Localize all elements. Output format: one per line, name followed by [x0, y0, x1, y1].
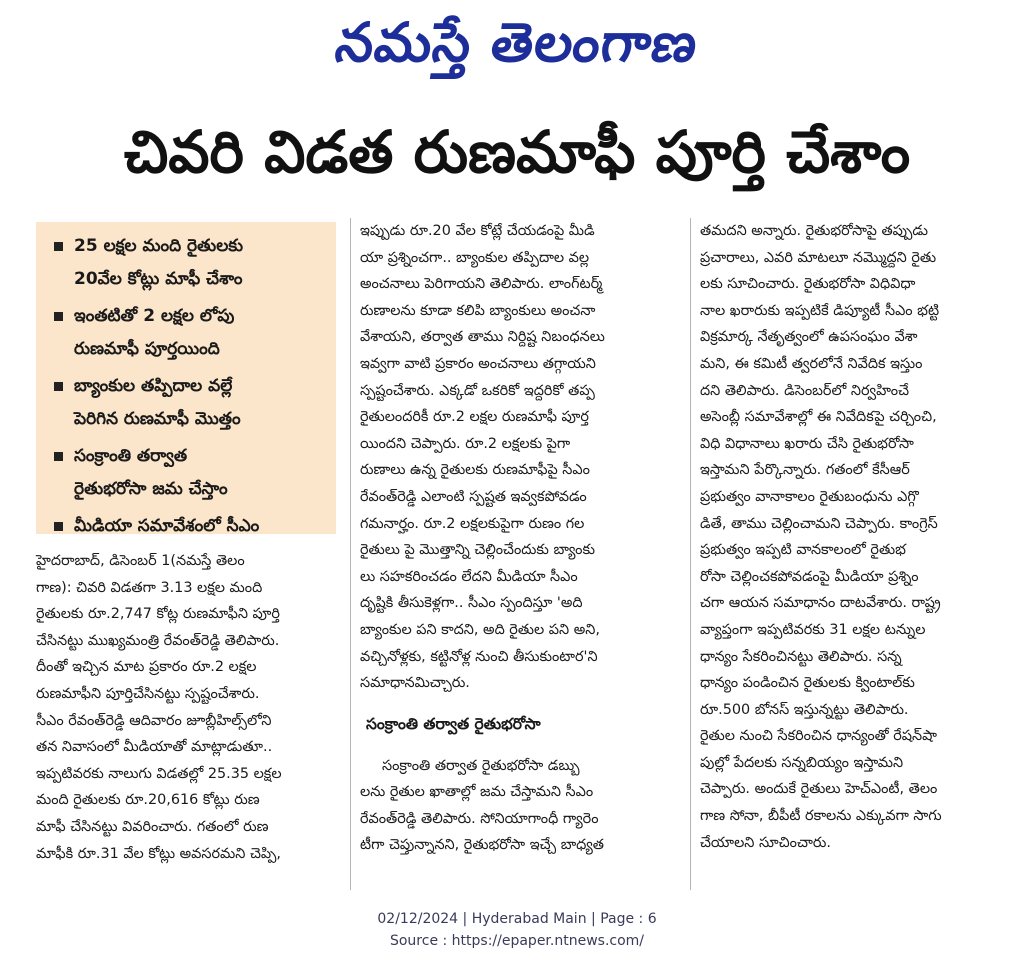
text-line: వ్యాప్తంగా ఇప్పటివరకు 31 లక్షల టన్నుల [700, 621, 926, 638]
text-line: రూ.500 బోనస్ ఇస్తున్నట్టు తెలిపారు. [700, 701, 909, 718]
highlight-line: 20వేల కోట్లు మాఫీ చేశాం [74, 269, 243, 289]
text-line: బ్యాంకుల పని కాదని, అది రైతుల పని అని, [360, 621, 600, 638]
highlight-line: రుణమాఫీ పూర్తయింది [74, 339, 220, 359]
text-line: రేవంత్‌రెడ్డి ఎలాంటి స్పష్టత ఇవ్వకపోవడం [360, 488, 587, 505]
text-line: ఇస్తామని పేర్కొన్నారు. గతంలో కేసీఆర్ [700, 462, 910, 479]
text-line: విధి విధానాలు ఖరారు చేసి రైతుభరోసా [700, 435, 914, 452]
text-line: పుల్లో పేదలకు సన్నబియ్యం ఇస్తామని [700, 754, 904, 771]
text-line: హైదరాబాద్, డిసెంబర్ 1(నమస్తే తెలం [36, 553, 245, 569]
footer-dateline: 02/12/2024 | Hyderabad Main | Page : 6 [377, 911, 657, 927]
text-line: లు సహకరించడం లేదని మీడియా సీఎం [360, 568, 578, 585]
text-line: రోసా చెల్లించకపోవడంపై మీడియా ప్రశ్నిం [700, 568, 919, 585]
square-bullet-icon [54, 382, 63, 391]
highlight-item [46, 440, 326, 506]
text-line: సీఎం రేవంత్‌రెడ్డి ఆదివారం జూబ్లీహిల్స్‌లోని [36, 712, 272, 729]
text-line: గమనార్హం. రూ.2 లక్షలకుపైగా రుణం గల [360, 515, 585, 532]
subheading: సంక్రాంతి తర్వాత రైతుభరోసా [366, 714, 541, 733]
square-bullet-icon [54, 312, 63, 321]
headline: చివరి విడత రుణమాఫీ పూర్తి చేశాం [123, 118, 911, 186]
square-bullet-icon [54, 452, 63, 461]
highlight-item [46, 370, 326, 436]
text-line: స్పష్టంచేశారు. ఎక్కడో ఒకరికో ఇద్దరికో తప్ప [360, 382, 595, 399]
highlight-line: పెరిగిన రుణమాఫీ మొత్తం [74, 409, 241, 429]
text-line: రుణాలు ఉన్న రైతులకు రుణమాఫీపై సీఎం [360, 462, 590, 479]
text-line: అసెంబ్లీ సమావేశాల్లో ఈ నివేదికపై చర్చించి, [700, 409, 937, 426]
text-line: అంచనాలు పెరిగాయని తెలిపారు. లాంగ్‌టర్మ్ [360, 276, 603, 293]
text-line: లను రైతుల ఖాతాల్లో జమ చేస్తామని సీఎం [360, 784, 594, 801]
text-line: చేసినట్టు ముఖ్యమంత్రి రేవంత్‌రెడ్డి తెలిపారు. [36, 632, 280, 649]
text-line: విక్రమార్క నేతృత్వంలో ఉపసంఘం వేశా [700, 329, 918, 346]
text-line: ఇవ్వగా వాటి ప్రకారం అంచనాలు తగ్గాయని [360, 355, 596, 372]
article-column-1 [36, 548, 341, 867]
text-line: రైతులు పై మొత్తాన్ని చెల్లించేందుకు బ్యాంకు [360, 542, 595, 559]
text-line: రుణమాఫీని పూర్తిచేసినట్టు స్పష్టంచేశారు. [36, 685, 260, 702]
text-line: యిందని చెప్పారు. రూ.2 లక్షలకు పైగా [360, 435, 571, 452]
text-line: ఇప్పటివరకు నాలుగు విడతల్లో 25.35 లక్షల [36, 765, 282, 782]
text-line: తమదని అన్నారు. రైతుభరోసాపై తప్పుడు [700, 223, 928, 239]
text-line: గాణ సోనా, బీపీటీ రకాలను ఎక్కువగా సాగు [700, 808, 942, 825]
text-line: టీగా చెప్తున్నానని, రైతుభరోసా ఇచ్చే బాధ్యత [360, 837, 604, 854]
highlight-line: సంక్రాంతి తర్వాత [74, 446, 188, 466]
text-line: ప్రభుత్వం వానాకాలం రైతుబంధును ఎగ్గొ [700, 488, 919, 505]
highlight-line: మీడియా సమావేశంలో సీఎం [74, 516, 260, 536]
text-line: రైతులకు రూ.2,747 కోట్ల రుణమాఫీని పూర్తి [36, 606, 280, 623]
text-line: వచ్చినోళ్లకు, కట్టినోళ్ల నుంచి తీసుకుంటార'ని [360, 648, 598, 665]
text-line: మాఫీకి రూ.31 వేల కోట్లు అవసరమని చెప్పి, [36, 845, 281, 862]
text-line: మంది రైతులకు రూ.20,616 కోట్లు రుణ [36, 792, 260, 809]
column-divider [350, 218, 351, 890]
text-line: గాణ): చివరి విడతగా 3.13 లక్షల మంది [36, 579, 263, 596]
article-column-3 [700, 218, 1000, 856]
text-line: ఇప్పుడు రూ.20 వేల కోట్లే చేయడంపై మీడి [360, 223, 595, 239]
text-line: లకు సూచించారు. రైతుభరోసా విధివిధా [700, 276, 916, 293]
text-line: సమాధానమిచ్చారు. [360, 675, 470, 692]
text-line: తన నివాసంలో మీడియాతో మాట్లాడుతూ.. [36, 739, 273, 756]
text-line: రుణాలను కూడా కలిపి బ్యాంకులు అంచనా [360, 302, 596, 319]
column-divider [690, 218, 691, 890]
text-line: రైతుల నుంచి సేకరించిన ధాన్యంతో రేషన్‌షా [700, 728, 937, 745]
text-line: మని, ఈ కమిటీ త్వరలోనే నివేదిక ఇస్తుం [700, 355, 923, 372]
text-line: చేయాలని సూచించారు. [700, 834, 831, 851]
text-line: రైతులందరికీ రూ.2 లక్షల రుణమాఫీ పూర్త [360, 409, 589, 426]
highlight-item [46, 510, 326, 543]
text-line: ధాన్యం పండించిన రైతులకు క్వింటాల్‌కు [700, 675, 915, 692]
highlight-line: రైతుభరోసా జమ చేస్తాం [74, 479, 228, 499]
square-bullet-icon [54, 522, 63, 531]
text-line: ప్రచారాలు, ఎవరి మాటలూ నమ్మొద్దని రైతు [700, 249, 937, 266]
text-line: చగా ఆయన సమాధానం దాటవేశారు. రాష్ట్ర [700, 595, 941, 612]
masthead-logo: నమస్తే తెలంగాణ [331, 10, 703, 74]
highlight-line: బ్యాంకుల తప్పిదాల వల్లే [74, 376, 233, 396]
text-line: ధాన్యం సేకరించినట్టు తెలిపారు. సన్న [700, 648, 902, 665]
text-line: డితే, తాము చెల్లించామని చెప్పారు. కాంగ్రెస్ [700, 515, 938, 532]
text-line: సంక్రాంతి తర్వాత రైతుభరోసా డబ్బు [382, 757, 580, 774]
text-line: మాఫీ చేసినట్టు వివరించారు. గతంలో రుణ [36, 818, 269, 835]
highlight-line: 25 లక్షల మంది రైతులకు [74, 236, 243, 256]
text-line: దృష్టికి తీసుకెళ్లగా.. సీఎం స్పందిస్తూ 'అది [360, 595, 583, 612]
article-column-2 [360, 218, 680, 859]
text-line: దని తెలిపారు. డిసెంబర్‌లో నిర్వహించే [700, 382, 910, 399]
text-line: దీంతో ఇచ్చిన మాట ప్రకారం రూ.2 లక్షల [36, 659, 257, 676]
text-line: వేశాయని, తర్వాత తాము నిర్దిష్ట నిబంధనలు [360, 329, 605, 346]
highlight-item [46, 300, 326, 366]
footer [0, 908, 1034, 952]
highlight-item [46, 230, 326, 296]
footer-source: Source : https://epaper.ntnews.com/ [389, 933, 645, 949]
text-line: చెప్పారు. అందుకే రైతులు హెచ్ఎంటీ, తెలం [700, 781, 938, 798]
text-line: ప్రభుత్వం ఇప్పటి వానకాలంలో రైతుభ [700, 542, 906, 559]
highlight-line: ఇంతటితో 2 లక్షల లోపు [74, 306, 235, 326]
text-line: రేవంత్‌రెడ్డి తెలిపారు. సోనియాగాంధీ గ్యారెం [360, 810, 599, 827]
text-line: యా ప్రశ్నించగా.. బ్యాంకుల తప్పిదాల వల్ల [360, 249, 590, 266]
square-bullet-icon [54, 242, 63, 251]
text-line: నాల ఖరారుకు ఇప్పటికే డిప్యూటీ సీఎం భట్టి [700, 302, 940, 319]
highlights-box [36, 222, 336, 534]
